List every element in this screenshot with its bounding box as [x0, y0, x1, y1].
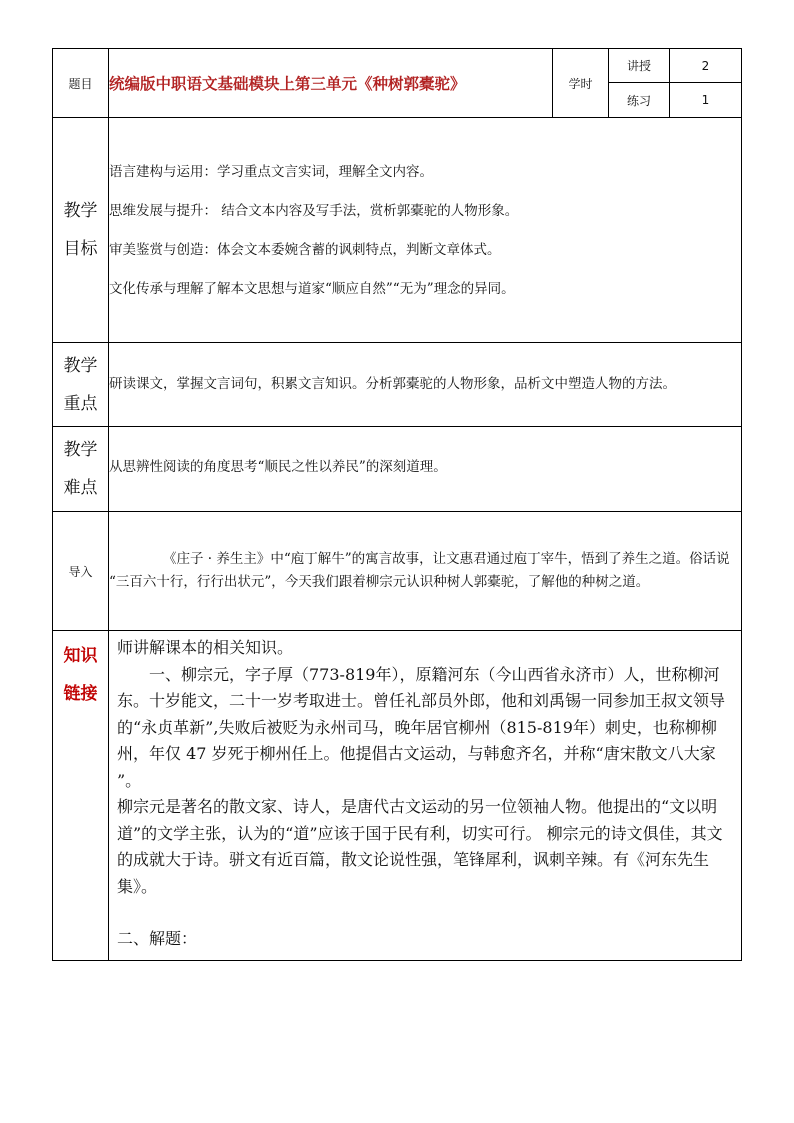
objective-item: 语言建构与运用：学习重点文言实词，理解全文内容。: [109, 163, 433, 180]
objectives-label-line1: 教学: [63, 201, 98, 221]
knowledge-label: [53, 631, 109, 961]
lecture-value: 2: [670, 49, 742, 83]
difficulty-content: 从思辨性阅读的角度思考“顺民之性以养民”的深刻道理。: [109, 427, 742, 512]
focus-label-line1: 教学: [63, 355, 98, 376]
header-row: [53, 49, 742, 83]
intro-content: 《庄子 · 养生主》中“庖丁解牛”的寓言故事，让文惠君通过庖丁宰牛，悟到了养生之道。俗话说 “三百六十行，行行出状元”，今天我们跟着柳宗元认识种树人郭橐驼，了解他的种树之道。: [109, 512, 742, 631]
focus-content: 研读课文，掌握文言词句，积累文言知识。分析郭橐驼的人物形象，品析文中塑造人物的方法。: [109, 343, 742, 427]
practice-label: 练习: [609, 83, 670, 118]
objective-item: 审美鉴赏与创造：体会文本委婉含蓄的讽刺特点，判断文章体式。: [109, 241, 501, 258]
lecture-label: 讲授: [609, 49, 670, 83]
knowledge-label-line1: 知识: [63, 646, 98, 666]
difficulty-label: [53, 427, 109, 512]
topic-label: 题目: [53, 49, 109, 118]
lesson-plan-table: [52, 48, 742, 961]
knowledge-section-2: 二、解题：: [117, 929, 198, 948]
knowledge-lead: 师讲解课本的相关知识。: [117, 638, 294, 657]
knowledge-paragraph-2: 柳宗元是著名的散文家、诗人，是唐代古文运动的另一位领袖人物。他提出的“文以明道”的文学主张，认为的“道”应该于国于民有利，切实可行。 柳宗元的诗文俱佳，其文的成就大于诗。骈文有近百篇，散文论说性强，笔锋犀利，讽刺辛辣。有《河东先生集》。: [117, 797, 723, 896]
knowledge-content: [109, 631, 742, 961]
difficulty-label-line1: 教学: [63, 440, 98, 460]
practice-value: 1: [670, 83, 742, 118]
objective-item: 思维发展与提升： 结合文本内容及写手法，赏析郭橐驼的人物形象。: [109, 202, 519, 219]
objective-item: 文化传承与理解了解本文思想与道家“顺应自然”“无为”理念的异同。: [109, 280, 515, 297]
knowledge-section-1: 一、柳宗元，字子厚（773-819年），原籍河东（今山西省永济市）人，世称柳河东。十岁能文，二十一岁考取进士。曾任礼部员外郎，他和刘禹锡一同参加王叔文领导的“永贞革新”,失败后被贬为永州司马，晚年居官柳州（815-819年）刺史，也称柳柳州，年仅 47 岁死于柳州任上。他提倡古文运动，与韩愈齐名，并称“唐宋散文八大家 ”。: [117, 664, 726, 790]
focus-row: [53, 343, 742, 427]
intro-row: [53, 512, 742, 631]
objectives-content: [109, 118, 742, 343]
objectives-label-line2: 目标: [63, 239, 98, 259]
objectives-row: [53, 118, 742, 343]
difficulty-label-line2: 难点: [63, 478, 98, 498]
intro-label: 导入: [53, 512, 109, 631]
focus-label: [53, 343, 109, 427]
knowledge-row: [53, 631, 742, 961]
hours-label: 学时: [553, 49, 609, 118]
difficulty-row: [53, 427, 742, 512]
knowledge-label-line2: 链接: [63, 684, 98, 704]
focus-label-line2: 重点: [63, 393, 98, 414]
lesson-title: 统编版中职语文基础模块上第三单元《种树郭橐驼》: [109, 49, 553, 118]
objectives-label: [53, 118, 109, 343]
